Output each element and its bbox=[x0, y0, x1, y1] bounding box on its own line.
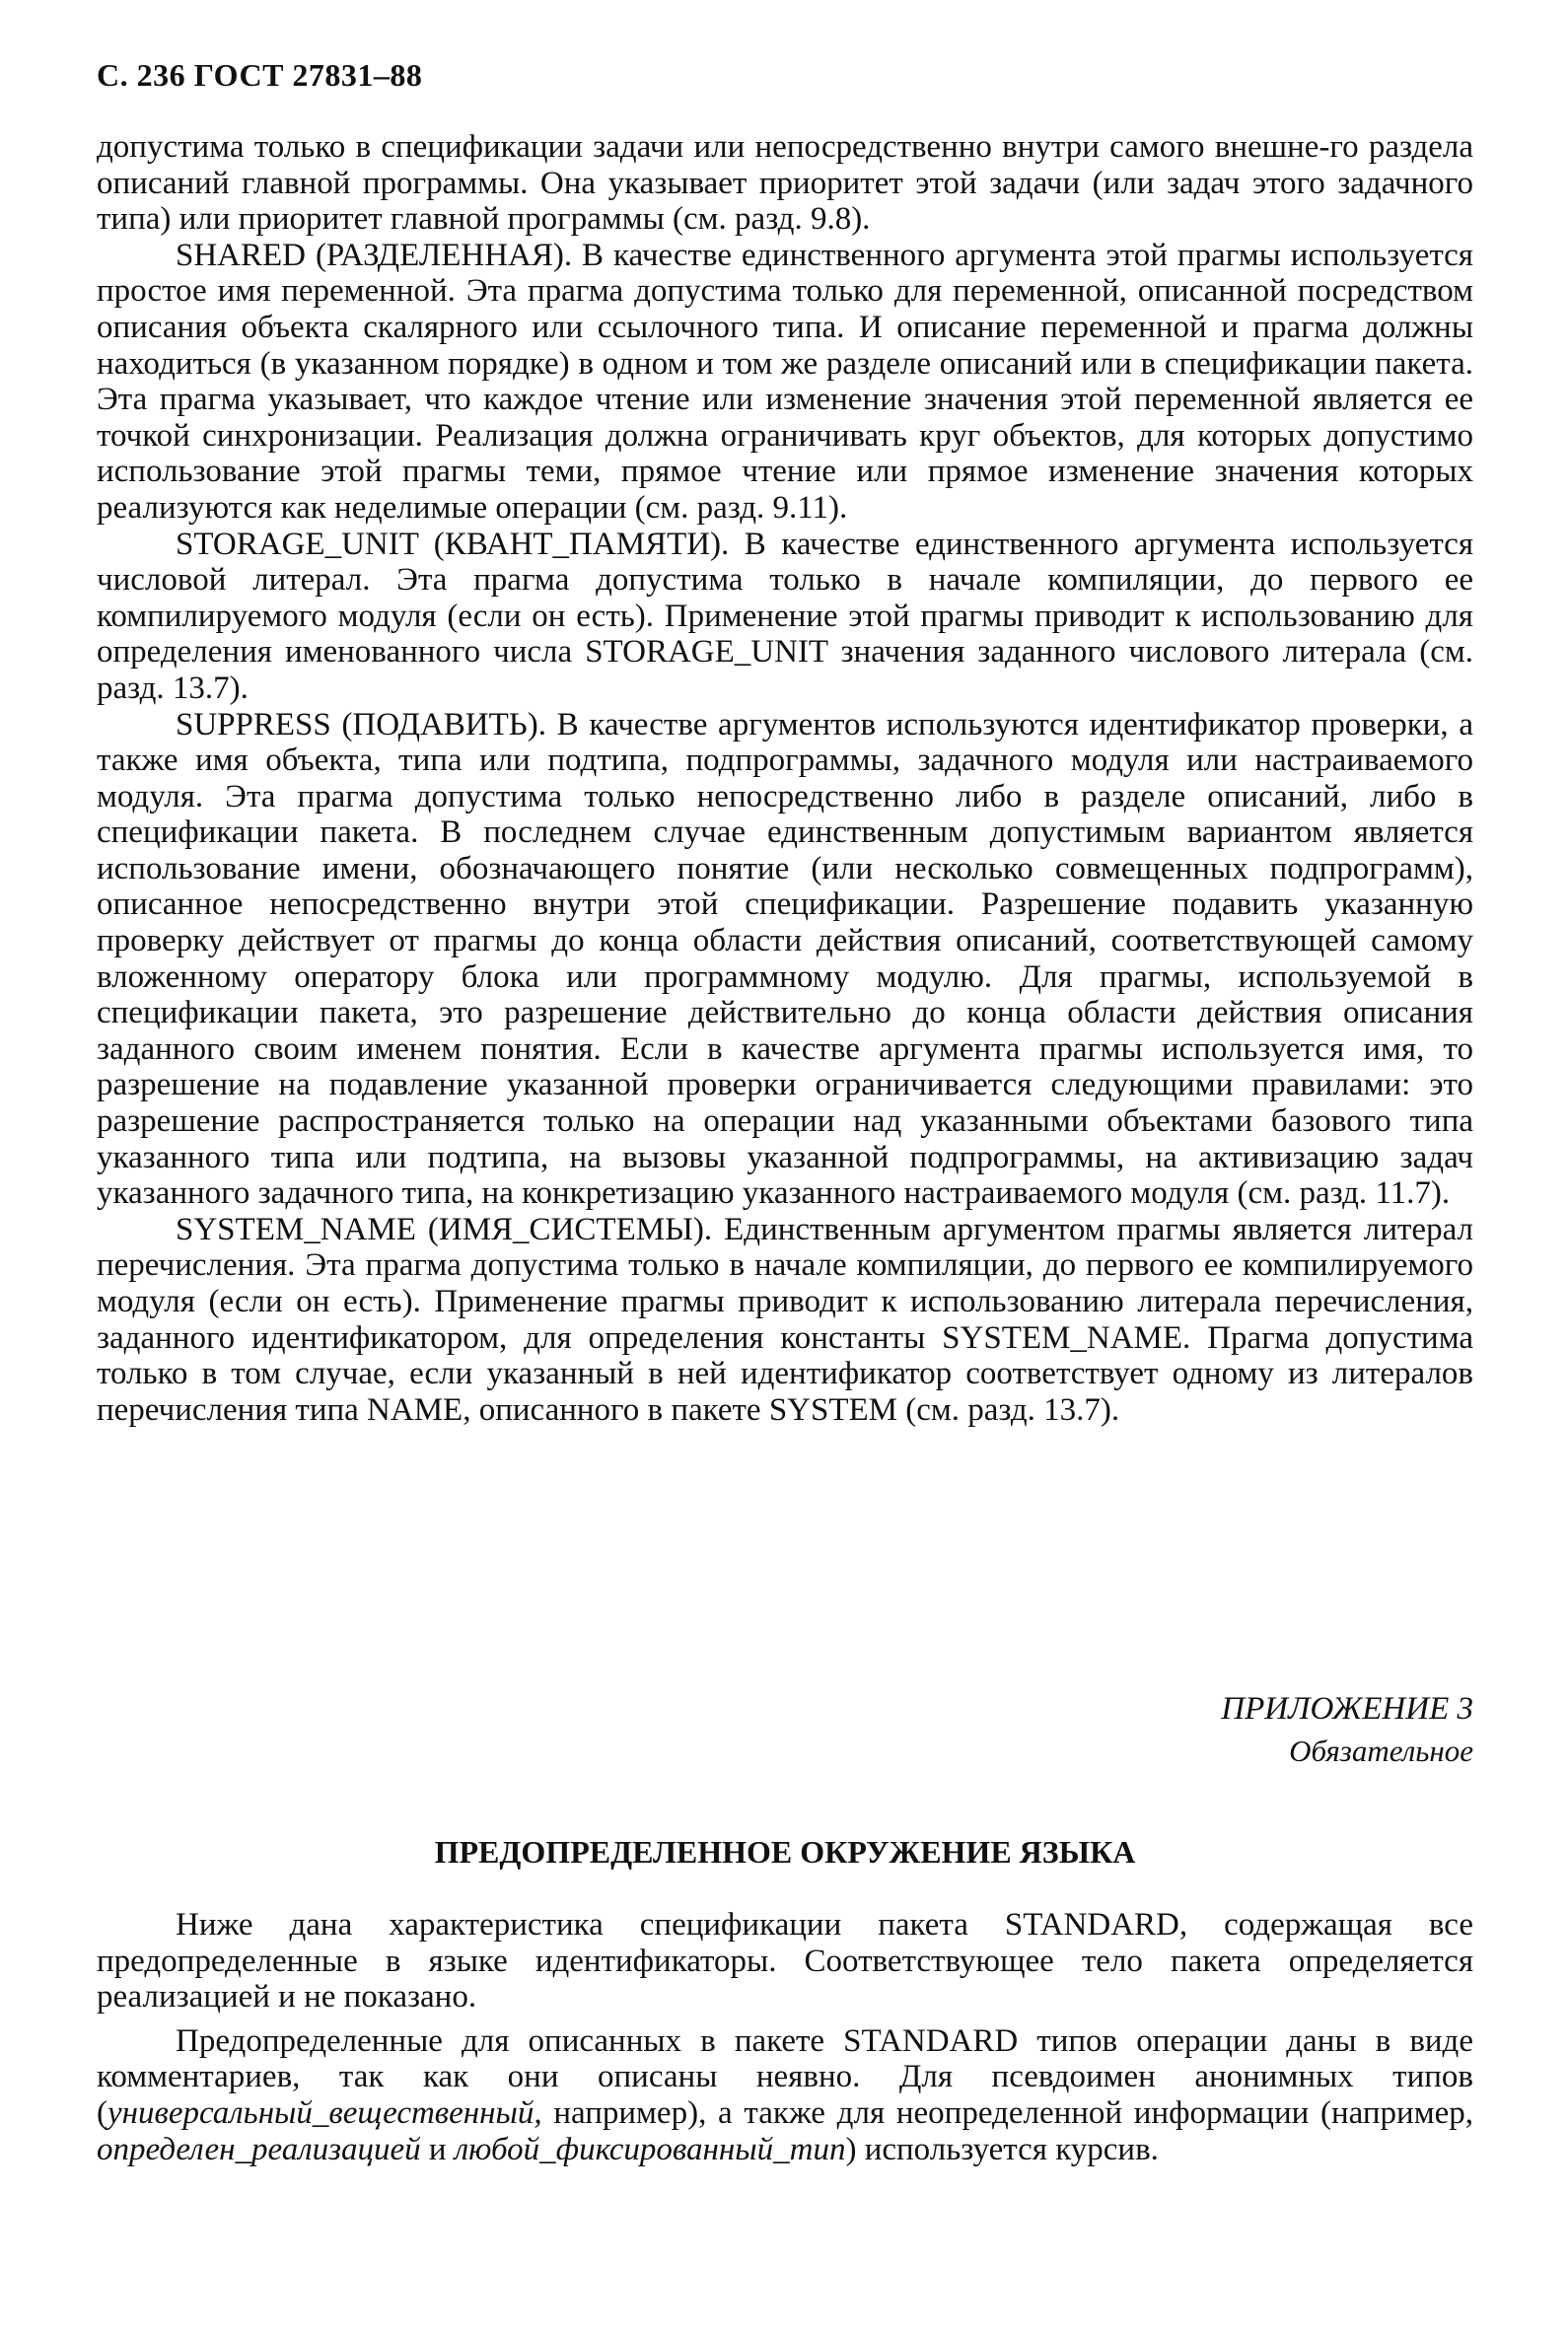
paragraph-standard-operations bbox=[97, 2023, 1473, 2167]
italic-term-any-fixed-type: любой_фиксированный_тип bbox=[454, 2131, 846, 2167]
text-run: ) используется курсив. bbox=[845, 2131, 1159, 2167]
appendix-subtitle: Обязательное bbox=[1289, 1734, 1473, 1768]
text-run: например), а также для неопределенной информации (например, bbox=[541, 2094, 1473, 2131]
section-title: ПРЕДОПРЕДЕЛЕННОЕ ОКРУЖЕНИЕ ЯЗЫКА bbox=[434, 1834, 1136, 1870]
paragraph-priority-continuation: допустима только в спецификации задачи или непосредственно внутри самого внешне-го раздела описаний главной программы. Она указывает приоритет этой задачи (или задач этого задачного типа) или приоритет главной программы (см. разд. 9.8). bbox=[97, 129, 1473, 238]
italic-term-universal-real: универсальный_вещественный, bbox=[107, 2094, 542, 2131]
page-header: С. 236 ГОСТ 27831–88 bbox=[97, 57, 423, 93]
paragraph-storage-unit: STORAGE_UNIT (КВАНТ_ПАМЯТИ). В качестве единственного аргумента используется числовой литерал. Эта прагма допустима только в начале компиляции, до первого ее компилируемого модуля (если он есть). Применение этой прагмы приводит к использованию для определения именованного числа STORAGE_UNIT значения заданного числового литерала (см. разд. 13.7). bbox=[97, 526, 1473, 706]
paragraph-standard-intro: Ниже дана характеристика спецификации пакета STANDARD, содержащая все предопределенные в языке идентификаторы. Соответствующее тело пакета определяется реализацией и не показано. bbox=[97, 1907, 1473, 2016]
appendix-label bbox=[1221, 1691, 1473, 1769]
paragraph-shared: SHARED (РАЗДЕЛЕННАЯ). В качестве единственного аргумента этой прагмы используется простое имя переменной. Эта прагма допустима только для переменной, описанной посредством описания объекта скалярного или ссылочного типа. И описание переменной и прагма должны находиться (в указанном порядке) в одном и том же разделе описаний или в спецификации пакета. Эта прагма указывает, что каждое чтение или изменение значения этой переменной является ее точкой синхронизации. Реализация должна ограничивать круг объектов, для которых допустимо использование этой прагмы теми, прямое чтение или прямое изменение значения которых реализуются как неделимые операции (см. разд. 9.11). bbox=[97, 237, 1473, 526]
text-run: Предопределенные для описанных в пакете STANDARD типов операции даны в виде комментариев, так как они описаны неявно. Для псевдоимен анонимных типов ( bbox=[97, 2022, 1473, 2131]
italic-term-implementation-defined: определен_реализацией bbox=[97, 2131, 421, 2167]
section-body bbox=[97, 1907, 1473, 2167]
appendix-title: ПРИЛОЖЕНИЕ 3 bbox=[1221, 1691, 1473, 1727]
text-run: и bbox=[420, 2131, 455, 2167]
paragraph-suppress: SUPPRESS (ПОДАВИТЬ). В качестве аргументов используются идентификатор проверки, а также имя объекта, типа или подтипа, подпрограммы, задачного модуля или настраиваемого модуля. Эта прагма допустима только непосредственно либо в разделе описаний, либо в спецификации пакета. В последнем случае единственным допустимым вариантом является использование имени, обозначающего понятие (или несколько совмещенных подпрограмм), описанное непосредственно внутри этой спецификации. Разрешение подавить указанную проверку действует от прагмы до конца области действия описаний, соответствующей самому вложенному оператору блока или программному модулю. Для прагмы, используемой в спецификации пакета, это разрешение действительно до конца области действия описания заданного своим именем понятия. Если в качестве аргумента прагмы используется имя, то разрешение на подавление указанной проверки ограничивается следующими правилами: это разрешение распространяется только на операции над указанными объектами базового типа указанного типа или подтипа, на вызовы указанной подпрограммы, на активизацию задач указанного задачного типа, на конкретизацию указанного настраиваемого модуля (см. разд. 11.7). bbox=[97, 706, 1473, 1212]
document-page bbox=[97, 57, 1473, 1428]
paragraph-system-name: SYSTEM_NAME (ИМЯ_СИСТЕМЫ). Единственным аргументом прагмы является литерал перечисления. Эта прагма допустима только в начале компиляции, до первого ее компилируемого модуля (если он есть). Применение прагмы приводит к использованию литерала перечисления, заданного идентификатором, для определения константы SYSTEM_NAME. Прагма допустима только в том случае, если указанный в ней идентификатор соответствует одному из литералов перечисления типа NAME, описанного в пакете SYSTEM (см. разд. 13.7). bbox=[97, 1211, 1473, 1428]
